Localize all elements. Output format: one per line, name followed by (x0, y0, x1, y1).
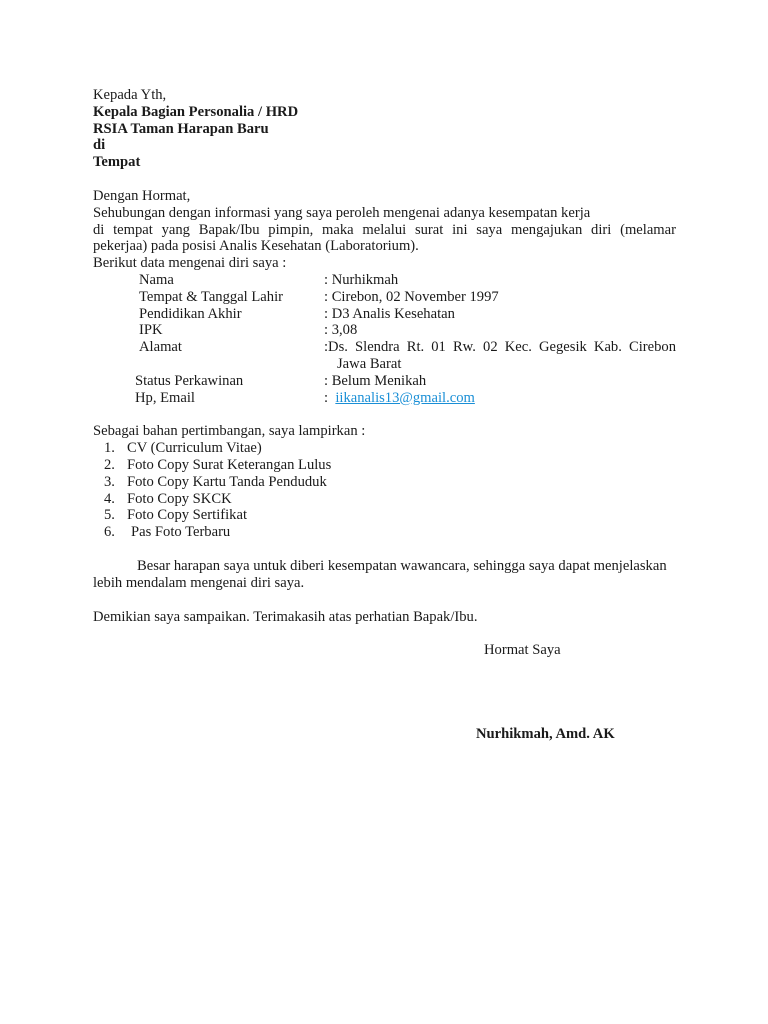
name-value: : Nurhikmah (324, 271, 399, 288)
list-item-text: Foto Copy Sertifikat (127, 507, 247, 524)
spacer (93, 592, 676, 609)
recipient-di: di (93, 137, 106, 154)
data-row-address (93, 339, 676, 373)
address-label: Alamat (139, 339, 182, 356)
data-row-gpa (93, 322, 676, 339)
salutation: Dengan Hormat, (93, 187, 191, 204)
list-item-text: CV (Curriculum Vitae) (127, 440, 262, 457)
list-item-text: Foto Copy SKCK (127, 490, 232, 507)
list-item-number: 3. (104, 473, 115, 490)
hope-paragraph: Besar harapan saya untuk diberi kesempatan wawancara, sehingga saya dapat menjelaskan lebih mendalam mengenai diri saya. (93, 557, 667, 591)
list-item (93, 524, 676, 541)
spacer (93, 406, 676, 423)
closing-salutation: Hormat Saya (484, 642, 561, 659)
list-item-text: Foto Copy Surat Keterangan Lulus (127, 456, 332, 473)
list-item-number: 6. (104, 524, 115, 541)
letter-page (93, 87, 676, 743)
name-label: Nama (139, 271, 174, 288)
spacer (93, 625, 676, 642)
list-item (93, 440, 676, 457)
attachments-intro: Sebagai bahan pertimbangan, saya lampirkan : (93, 423, 366, 440)
birth-value: : Cirebon, 02 November 1997 (324, 288, 499, 305)
spacer (93, 171, 676, 188)
address-value-line-2: Jawa Barat (337, 355, 402, 372)
marital-label: Status Perkawinan (135, 372, 244, 389)
birth-label: Tempat & Tanggal Lahir (139, 288, 283, 305)
data-row-contact (93, 390, 676, 407)
list-item-number: 5. (104, 507, 115, 524)
education-label: Pendidikan Akhir (139, 305, 242, 322)
recipient-place: Tempat (93, 154, 141, 171)
education-value: : D3 Analis Kesehatan (324, 305, 455, 322)
signature-space (93, 659, 676, 726)
opening-line-1: Sehubungan dengan informasi yang saya peroleh mengenai adanya kesempatan kerja (93, 204, 591, 221)
list-item-number: 4. (104, 490, 115, 507)
signature-block (93, 726, 676, 743)
gpa-label: IPK (139, 322, 163, 339)
opening-line-3: pekerjaa) pada posisi Analis Kesehatan (Laboratorium). (93, 238, 419, 255)
list-item-text: Foto Copy Kartu Tanda Penduduk (127, 473, 327, 490)
contact-label: Hp, Email (135, 389, 195, 406)
data-row-birth (93, 289, 676, 306)
data-row-marital (93, 373, 676, 390)
signature-name: Nurhikmah, Amd. AK (476, 726, 615, 743)
opening-line-2: di tempat yang Bapak/Ibu pimpin, maka melalui surat ini saya mengajukan diri (melamar (93, 221, 676, 238)
contact-value (324, 390, 475, 407)
list-item-number: 1. (104, 440, 115, 457)
list-item (93, 474, 676, 491)
contact-prefix: : (324, 389, 329, 406)
email-link[interactable]: iikanalis13@gmail.com (335, 389, 475, 406)
greeting: Kepada Yth, (93, 87, 167, 103)
recipient-position: Kepala Bagian Personalia / HRD (93, 103, 299, 120)
list-item (93, 491, 676, 508)
list-item-number: 2. (104, 456, 115, 473)
address-value-line-1: :Ds. Slendra Rt. 01 Rw. 02 Kec. Gegesik Kab. Cirebon (324, 339, 676, 356)
marital-value: : Belum Menikah (324, 372, 427, 389)
recipient-organization: RSIA Taman Harapan Baru (93, 120, 269, 137)
closing-paragraph: Demikian saya sampaikan. Terimakasih atas perhatian Bapak/Ibu. (93, 608, 478, 625)
attachments-list (93, 440, 676, 541)
closing-block (93, 642, 676, 659)
list-item-text: Pas Foto Terbaru (131, 524, 231, 541)
list-item (93, 507, 676, 524)
personal-data-intro: Berikut data mengenai diri saya : (93, 255, 287, 272)
spacer (93, 541, 676, 558)
gpa-value: : 3,08 (324, 322, 358, 339)
list-item (93, 457, 676, 474)
data-row-name (93, 272, 676, 289)
data-row-education (93, 306, 676, 323)
